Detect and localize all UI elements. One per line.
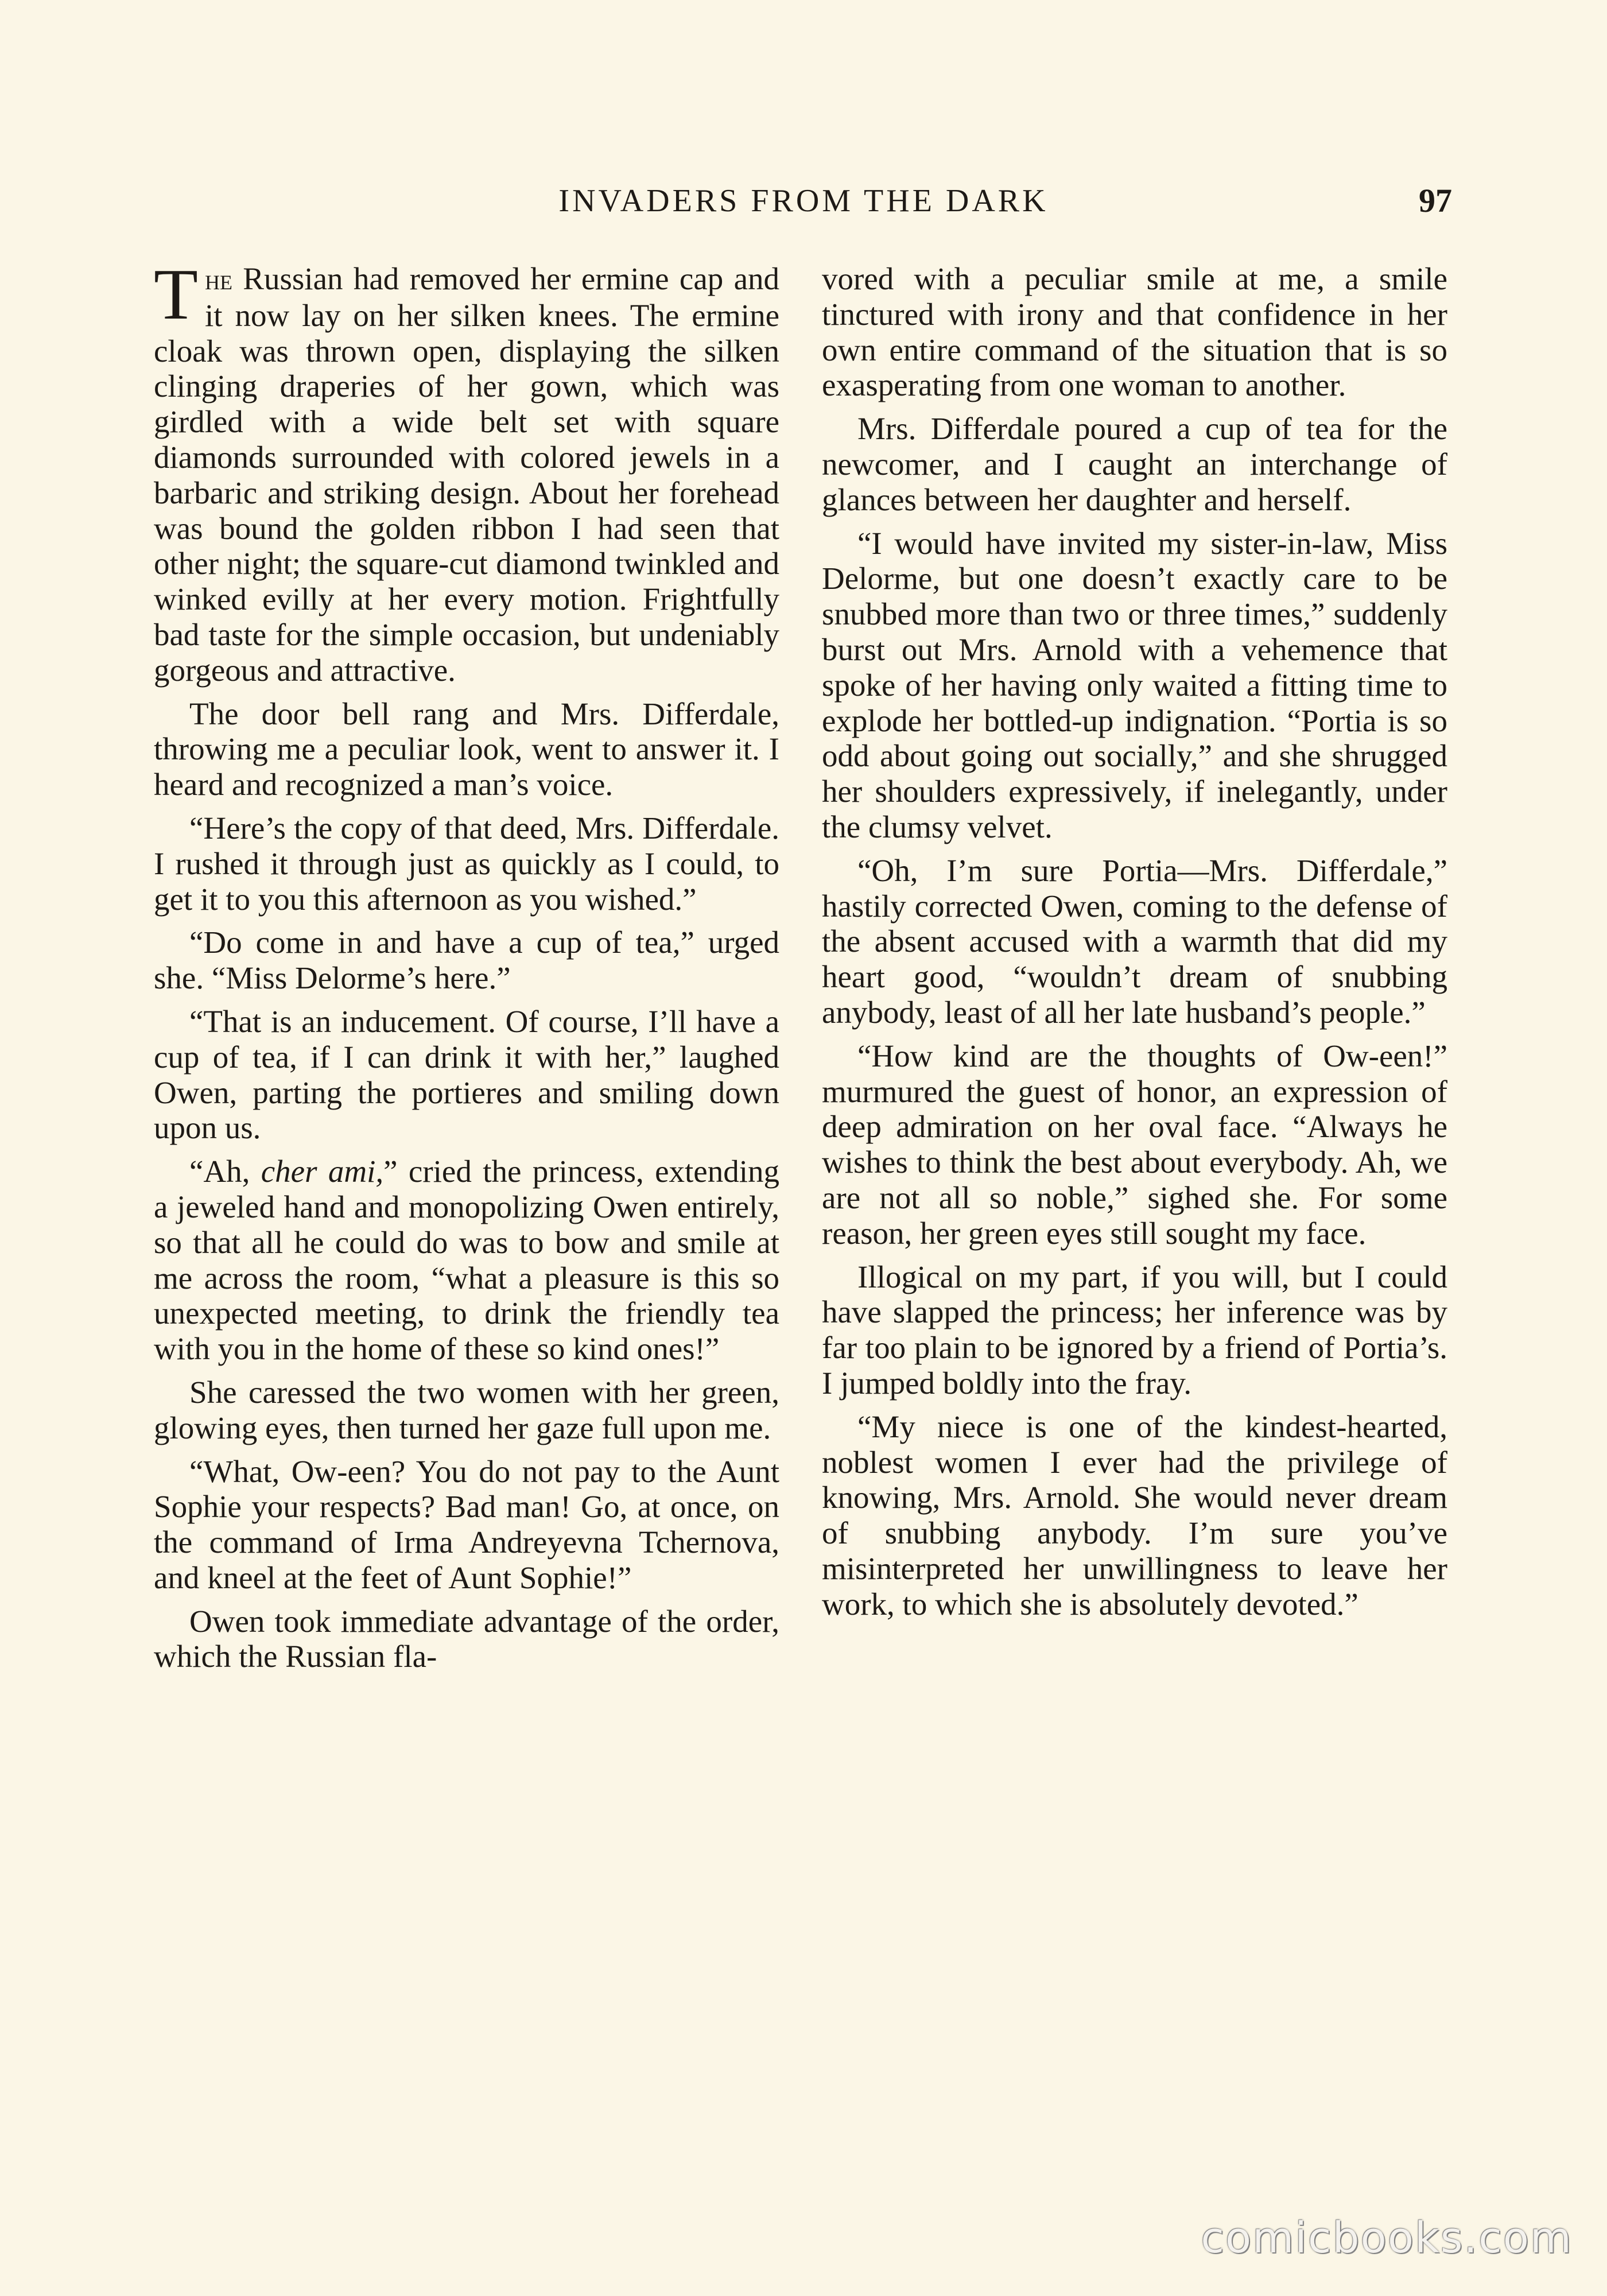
paragraph: “That is an inducement. Of course, I’ll have a cup of tea, if I can drink it with her,” laughed Owen, parting the portieres and smiling down upon us.	[154, 1003, 779, 1146]
drop-cap: T	[154, 255, 198, 335]
paragraph: Illogical on my part, if you will, but I could have slapped the princess; her inference was by far too plain to be ignored by a friend of Portia’s. I jumped boldly into the fray.	[822, 1259, 1447, 1401]
paragraph: “Here’s the copy of that deed, Mrs. Differdale. I rushed it through just as quickly as I could, to get it to you this afternoon as you wished.”	[154, 810, 779, 917]
left-column	[154, 255, 779, 1682]
paragraph: “My niece is one of the kindest-hearted, noblest women I ever had the privilege of knowing, Mrs. Arnold. She would never dream of snubbing anybody. I’m sure you’ve misinterpreted her unwillingness to leave her work, to which she is absolutely devoted.”	[822, 1409, 1447, 1622]
paragraph: The door bell rang and Mrs. Differdale, throwing me a peculiar look, went to answer it. I heard and recognized a man’s voice.	[154, 696, 779, 802]
paragraph: Mrs. Differdale poured a cup of tea for the newcomer, and I caught an interchange of glances between her daughter and herself.	[822, 411, 1447, 517]
paragraph: “What, Ow-een? You do not pay to the Aunt Sophie your respects? Bad man! Go, at once, on the command of Irma Andreyevna Tchernova, and kneel at the feet of Aunt Sophie!”	[154, 1453, 779, 1595]
right-column	[822, 261, 1447, 1630]
paragraph-text: Russian had removed her ermine cap and it now lay on her silken knees. The ermine cloak was thrown open, displaying the silken clinging draperies of her gown, which was girdled with a wide belt set with square diamonds surrounded with colored jewels in a barbaric and striking design. About her forehead was bound the golden ribbon I had seen that other night; the square-cut diamond twinkled and winked evilly at her every motion. Frightfully bad taste for the simple occasion, but undeniably gorgeous and attractive.	[154, 261, 779, 688]
paragraph: vored with a peculiar smile at me, a smile tinctured with irony and that confidence in her own entire command of the situation that is so exasperating from one woman to another.	[822, 261, 1447, 403]
paragraph: “Do come in and have a cup of tea,” urged she. “Miss Delorme’s here.”	[154, 925, 779, 996]
paragraph: Owen took immediate advantage of the order, which the Russian fla-	[154, 1603, 779, 1674]
paragraph	[154, 255, 779, 688]
italic-phrase: cher ami,	[261, 1154, 384, 1189]
paragraph-text: ” cried the princess, extending a jeweled hand and monopolizing Owen entirely, so that all he could do was to bow and smile at me across the room, “what a pleasure is this so unexpected meeting, to drink the friendly tea with you in the home of these so kind ones!”	[154, 1154, 779, 1367]
small-caps-word: he	[204, 263, 232, 296]
page-number: 97	[1419, 182, 1452, 219]
page-header	[155, 178, 1452, 224]
paragraph: “How kind are the thoughts of Ow-een!” murmured the guest of honor, an expression of deep admiration on her oval face. “Always he wishes to think the best about everybody. Ah, we are not all so noble,” sighed she. For some reason, her green eyes still sought my face.	[822, 1038, 1447, 1251]
running-title: INVADERS FROM THE DARK	[558, 183, 1049, 219]
watermark: comicbooks.com	[1201, 2213, 1573, 2263]
paragraph	[154, 1154, 779, 1367]
paragraph: She caressed the two women with her green, glowing eyes, then turned her gaze full upon me.	[154, 1374, 779, 1445]
paragraph-text: “Ah,	[189, 1154, 261, 1189]
paragraph: “I would have invited my sister-in-law, Miss Delorme, but one doesn’t exactly care to be snubbed more than two or three times,” suddenly burst out Mrs. Arnold with a vehemence that spoke of her having only waited a fitting time to explode her bottled-up indignation. “Portia is so odd about going out socially,” and she shrugged her shoulders expressively, if inelegantly, under the clumsy velvet.	[822, 525, 1447, 844]
paragraph: “Oh, I’m sure Portia—Mrs. Differdale,” hastily corrected Owen, coming to the defense of the absent accused with a warmth that did my heart good, “wouldn’t dream of snubbing anybody, least of all her late husband’s people.”	[822, 852, 1447, 1030]
